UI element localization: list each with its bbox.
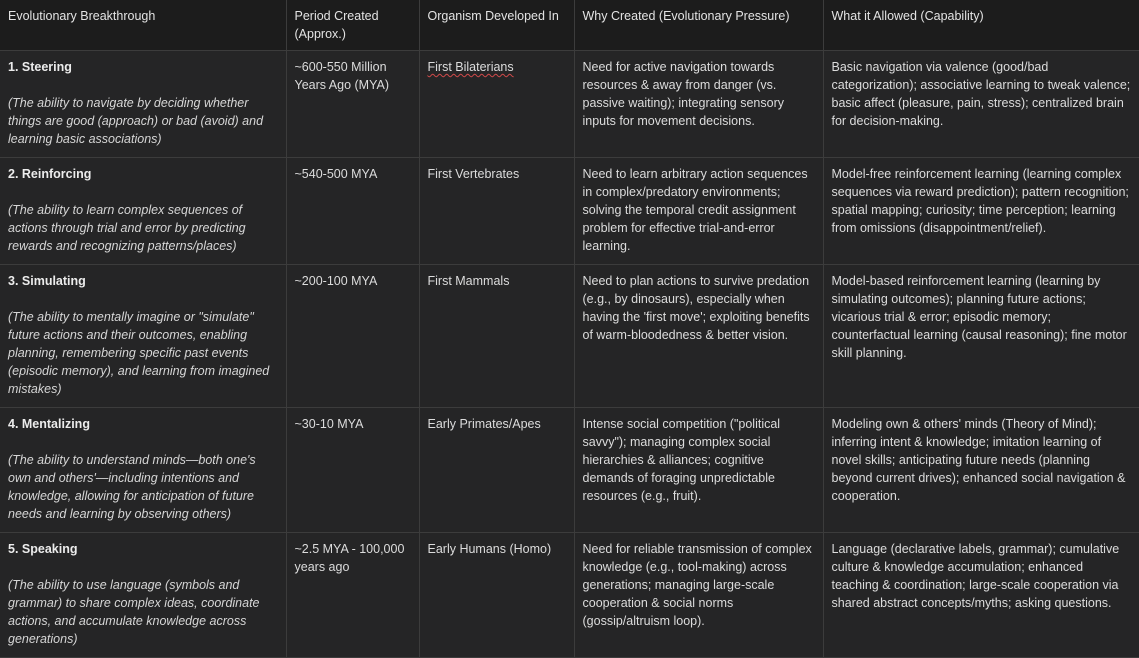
header-organism: Organism Developed In xyxy=(419,0,574,51)
breakthrough-cell xyxy=(0,51,286,158)
why-cell: Need to learn arbitrary action sequences in complex/predatory environments; solving the temporal credit assignment problem for effective trial-and-error learning. xyxy=(574,158,823,265)
header-capability: What it Allowed (Capability) xyxy=(823,0,1139,51)
capability-cell: Modeling own & others' minds (Theory of Mind); inferring intent & knowledge; imitation learning of novel skills; anticipating future needs (planning beyond current drives); enhanced social navigation & cooperation. xyxy=(823,408,1139,533)
breakthrough-title: 3. Simulating xyxy=(8,274,86,288)
table-row xyxy=(0,265,1139,408)
breakthrough-cell xyxy=(0,158,286,265)
why-cell: Intense social competition ("political savvy"); managing complex social hierarchies & alliances; cognitive demands of foraging unpredictable resources (e.g., fruit). xyxy=(574,408,823,533)
breakthrough-description: (The ability to understand minds—both one's own and others'—including intentions and knowledge, allowing for anticipation of future needs and learning by observing others) xyxy=(8,453,256,521)
organism-cell: First Vertebrates xyxy=(419,158,574,265)
why-cell: Need for reliable transmission of complex knowledge (e.g., tool-making) across generations; managing large-scale cooperation & social norms (gossip/altruism loop). xyxy=(574,533,823,658)
organism-text: First Bilaterians xyxy=(427,60,514,74)
header-period: Period Created (Approx.) xyxy=(286,0,419,51)
capability-cell: Model-based reinforcement learning (learning by simulating outcomes); planning future actions; vicarious trial & error; episodic memory; counterfactual learning (causal reasoning); fine motor skill planning. xyxy=(823,265,1139,408)
capability-cell: Model-free reinforcement learning (learning complex sequences via reward prediction); pattern recognition; spatial mapping; curiosity; time perception; learning from omissions (disappointment/relief). xyxy=(823,158,1139,265)
breakthrough-title: 2. Reinforcing xyxy=(8,167,92,181)
period-cell: ~200-100 MYA xyxy=(286,265,419,408)
header-row xyxy=(0,0,1139,51)
table-body xyxy=(0,51,1139,658)
period-cell: ~30-10 MYA xyxy=(286,408,419,533)
header-why: Why Created (Evolutionary Pressure) xyxy=(574,0,823,51)
breakthrough-cell xyxy=(0,265,286,408)
organism-cell: Early Humans (Homo) xyxy=(419,533,574,658)
breakthrough-description: (The ability to mentally imagine or "simulate" future actions and their outcomes, enabling planning, remembering specific past events (episodic memory), and learning from imagined mistakes) xyxy=(8,310,270,396)
table-row xyxy=(0,158,1139,265)
table-row xyxy=(0,533,1139,658)
breakthrough-cell xyxy=(0,408,286,533)
breakthrough-description: (The ability to learn complex sequences of actions through trial and error by predicting rewards and recognizing patterns/places) xyxy=(8,203,246,253)
period-cell: ~2.5 MYA - 100,000 years ago xyxy=(286,533,419,658)
header-breakthrough: Evolutionary Breakthrough xyxy=(0,0,286,51)
period-cell: ~600-550 Million Years Ago (MYA) xyxy=(286,51,419,158)
table-row xyxy=(0,408,1139,533)
breakthrough-title: 1. Steering xyxy=(8,60,72,74)
breakthrough-title: 4. Mentalizing xyxy=(8,417,90,431)
capability-cell: Basic navigation via valence (good/bad categorization); associative learning to tweak valence; basic affect (pleasure, pain, stress); centralized brain for decision-making. xyxy=(823,51,1139,158)
breakthrough-title: 5. Speaking xyxy=(8,542,78,556)
why-cell: Need for active navigation towards resources & away from danger (vs. passive waiting); integrating sensory inputs for movement decisions. xyxy=(574,51,823,158)
breakthrough-description: (The ability to navigate by deciding whether things are good (approach) or bad (avoid) and learning basic associations) xyxy=(8,96,264,146)
capability-cell: Language (declarative labels, grammar); cumulative culture & knowledge accumulation; enhanced teaching & coordination; large-scale cooperation via shared abstract concepts/myths; asking questions. xyxy=(823,533,1139,658)
period-cell: ~540-500 MYA xyxy=(286,158,419,265)
table-row xyxy=(0,51,1139,158)
why-cell: Need to plan actions to survive predation (e.g., by dinosaurs), especially when having the 'first move'; exploiting benefits of warm-bloodedness & better vision. xyxy=(574,265,823,408)
organism-cell: First Mammals xyxy=(419,265,574,408)
organism-cell xyxy=(419,51,574,158)
table-header xyxy=(0,0,1139,51)
breakthrough-description: (The ability to use language (symbols and grammar) to share complex ideas, coordinate actions, and accumulate knowledge across generations) xyxy=(8,578,260,646)
organism-cell: Early Primates/Apes xyxy=(419,408,574,533)
breakthrough-cell xyxy=(0,533,286,658)
